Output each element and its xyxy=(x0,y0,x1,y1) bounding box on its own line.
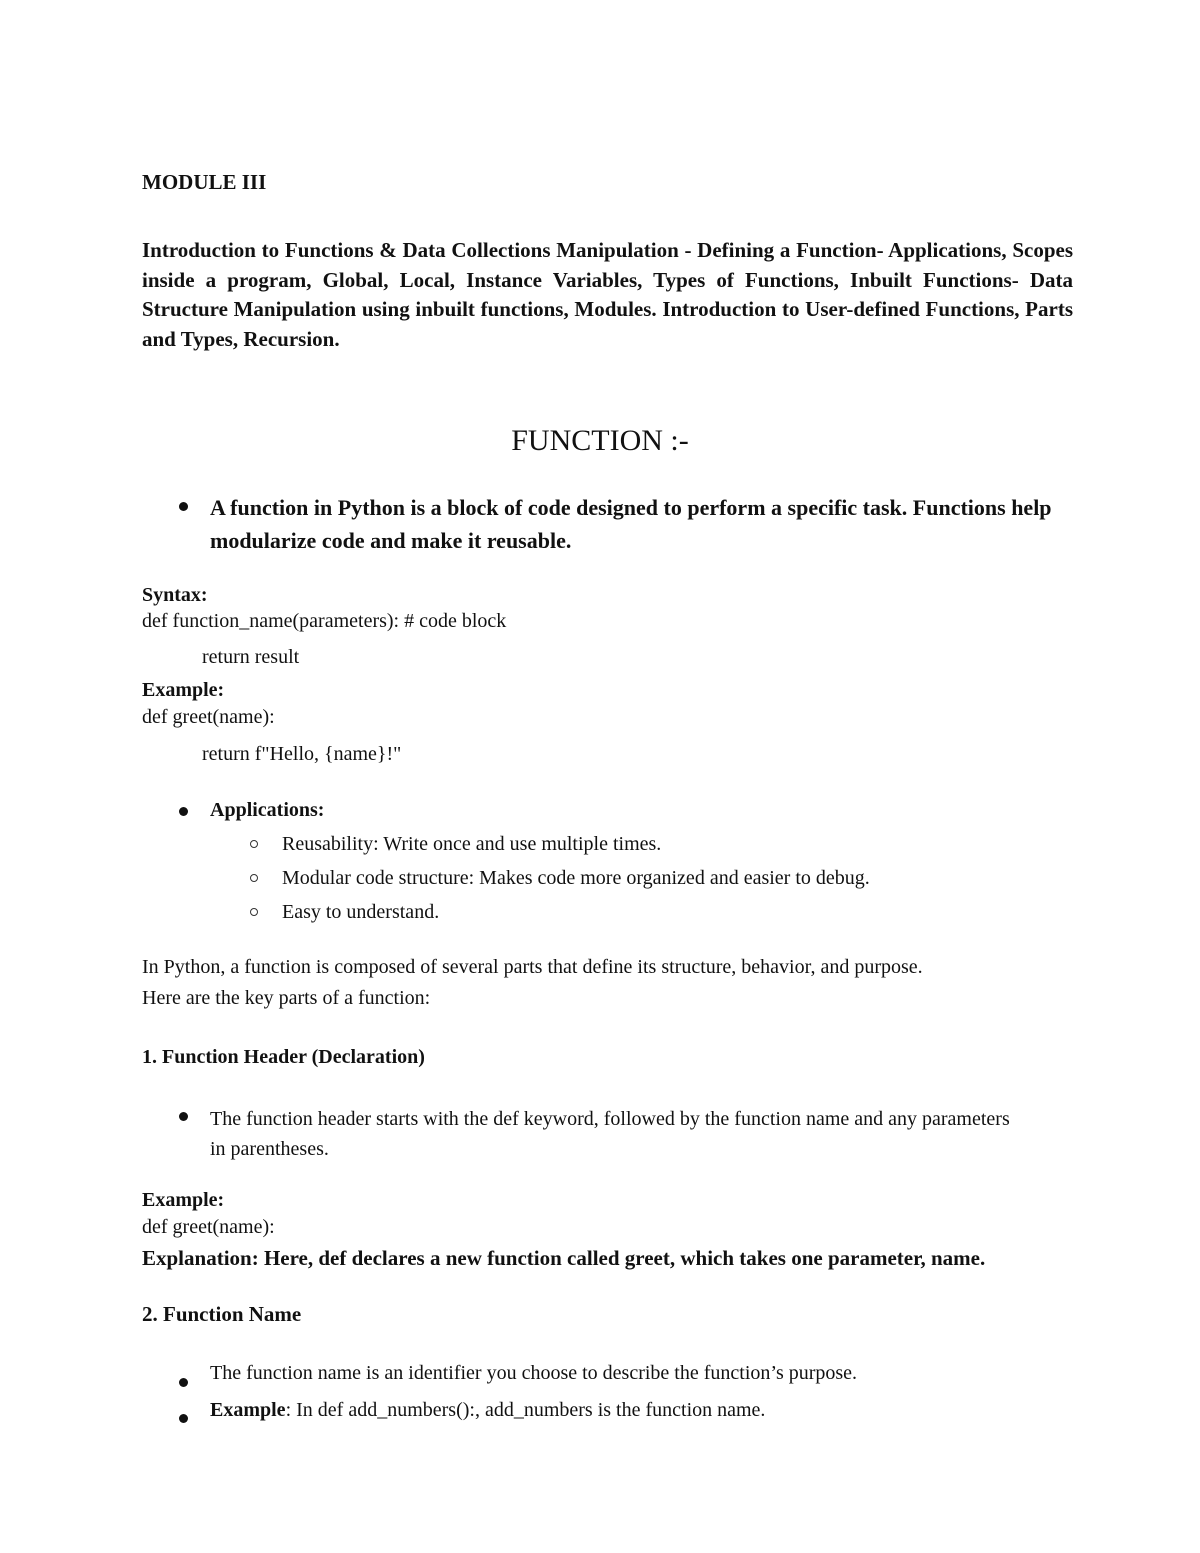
bullet-icon xyxy=(179,807,188,816)
part-description: The function header starts with the def keyword, followed by the function name and any parameters in parentheses. xyxy=(210,1108,1010,1160)
example-label: Example xyxy=(210,1399,286,1421)
example-code-line: return f"Hello, {name}!" xyxy=(202,743,402,765)
syntax-code-line: return result xyxy=(202,646,300,668)
part-heading xyxy=(142,1302,301,1327)
example-code-line: def greet(name): xyxy=(142,1216,275,1238)
part-description: The function name is an identifier you choose to describe the function’s purpose. xyxy=(210,1362,858,1384)
example-text: : In def add_numbers():, add_numbers is the function name. xyxy=(285,1399,766,1421)
list-item: Easy to understand. xyxy=(282,901,440,923)
bullet-icon xyxy=(179,1414,188,1423)
example-label: Example: xyxy=(142,679,225,701)
circle-bullet-icon xyxy=(250,874,258,882)
syntax-label: Syntax: xyxy=(142,584,208,606)
part-title: Function Header (Declaration) xyxy=(162,1046,425,1068)
example-label: Example: xyxy=(142,1189,225,1211)
list-item: Modular code structure: Makes code more organized and easier to debug. xyxy=(282,867,870,889)
module-title: MODULE III xyxy=(142,170,267,194)
example-line xyxy=(210,1398,765,1422)
explanation-text: Explanation: Here, def declares a new function called greet, which takes one parameter, name. xyxy=(142,1246,986,1270)
function-definition: A function in Python is a block of code designed to perform a specific task. Functions help modularize code and make it reusable. xyxy=(210,495,1052,553)
part-heading xyxy=(142,1045,425,1069)
bullet-icon xyxy=(179,502,188,511)
parts-intro-line: Here are the key parts of a function: xyxy=(142,987,431,1009)
part-number: 1. xyxy=(142,1046,157,1068)
list-item: Reusability: Write once and use multiple times. xyxy=(282,833,662,855)
syllabus-paragraph: Introduction to Functions & Data Collections Manipulation - Defining a Function- Applications, Scopes inside a program, Global, Local, Instance Variables, Types of Functions, Inbuilt Functions- Data Structure Manipulation using inbuilt functions, Modules. Introduction to User-defined Functions, Parts and Types, Recursion. xyxy=(142,238,1073,351)
bullet-icon xyxy=(179,1112,188,1121)
section-title: FUNCTION :- xyxy=(511,424,689,457)
example-code-line: def greet(name): xyxy=(142,706,275,728)
parts-intro-line: In Python, a function is composed of several parts that define its structure, behavior, and purpose. xyxy=(142,956,923,978)
circle-bullet-icon xyxy=(250,908,258,916)
applications-label: Applications: xyxy=(210,799,325,821)
circle-bullet-icon xyxy=(250,840,258,848)
part-title: Function Name xyxy=(163,1302,302,1326)
syntax-code-line: def function_name(parameters): # code block xyxy=(142,610,507,632)
bullet-icon xyxy=(179,1378,188,1387)
part-number: 2. xyxy=(142,1302,158,1326)
